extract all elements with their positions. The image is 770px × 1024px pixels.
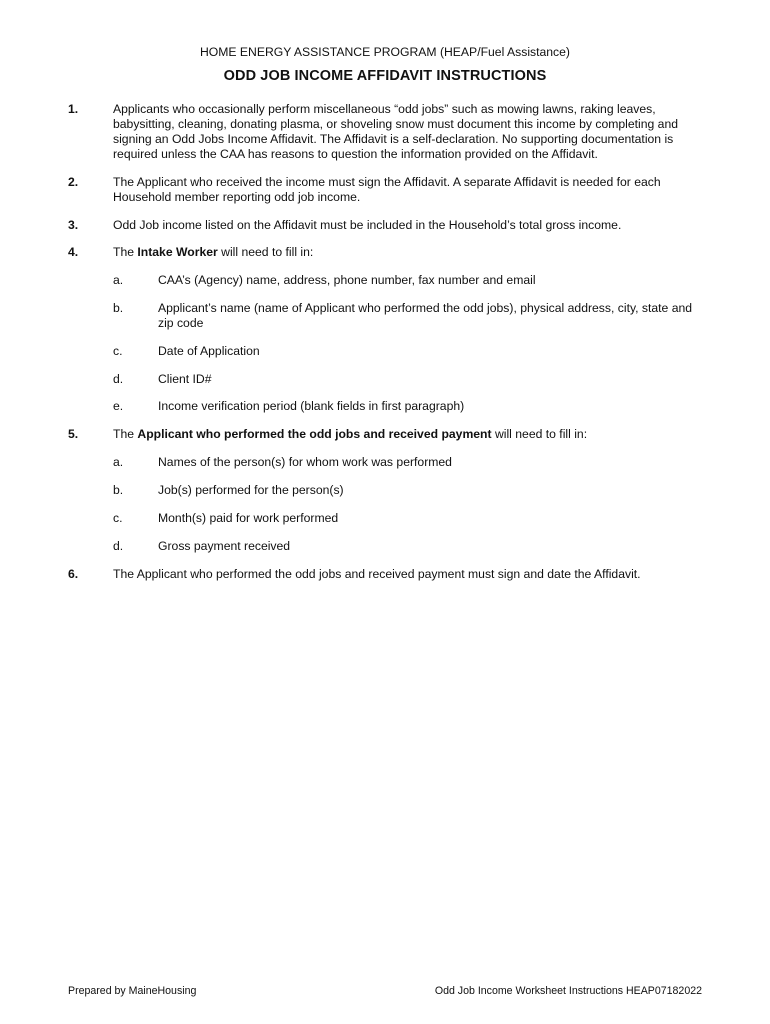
subitem-letter: b. [113,301,124,315]
item-text [113,245,703,260]
subitem-text: Month(s) paid for work performed [158,511,339,525]
subitem-text: Client ID# [158,372,212,386]
item-number: 6. [68,567,79,581]
item-text [113,427,703,442]
subitem-text: Applicant’s name (name of Applicant who performed the odd jobs), physical address, city, state and zip code [158,301,693,330]
subitem-letter: d. [113,539,124,553]
item-text-prefix: The [113,245,138,259]
subitem-text: Date of Application [158,344,260,358]
item-text: Odd Job income listed on the Affidavit must be included in the Household’s total gross income. [113,218,622,232]
subitem-letter: c. [113,344,123,358]
subitem-letter: d. [113,372,124,386]
item-text: Applicants who occasionally perform miscellaneous “odd jobs” such as mowing lawns, raking leaves, babysitting, cleaning, donating plasma, or shoveling snow must document this income by completing and signing an Odd Jobs Income Affidavit. The Affidavit is a self-declaration. No supporting documentation is required unless the CAA has reasons to question the information provided on the Affidavit. [113,102,679,161]
subitem-text: CAA’s (Agency) name, address, phone number, fax number and email [158,273,536,287]
item-text-bold: Applicant who performed the odd jobs and received payment [137,427,492,441]
item-number: 1. [68,102,79,116]
subitem-text: Gross payment received [158,539,291,553]
item-number: 5. [68,427,79,441]
item-text-bold: Intake Worker [137,245,218,259]
program-name: HOME ENERGY ASSISTANCE PROGRAM (HEAP/Fuel Assistance) [199,45,570,59]
item-text-suffix: will need to fill in: [217,245,314,259]
footer-prepared-by: Prepared by MaineHousing [68,985,197,997]
subitem-text: Names of the person(s) for whom work was performed [158,455,452,469]
subitem-letter: a. [113,273,124,287]
subitem-text: Job(s) performed for the person(s) [158,483,344,497]
item-number: 2. [68,175,79,189]
subitem-letter: b. [113,483,124,497]
item-text-suffix: will need to fill in: [491,427,588,441]
footer-document-id: Odd Job Income Worksheet Instructions HEAP07182022 [434,985,702,997]
item-text: The Applicant who received the income must sign the Affidavit. A separate Affidavit is needed for each Household member reporting odd job income. [113,175,661,204]
subitem-text: Income verification period (blank fields in first paragraph) [158,399,465,413]
subitem-letter: c. [113,511,123,525]
subitem-letter: e. [113,399,124,413]
item-text-prefix: The [113,427,138,441]
subitem-letter: a. [113,455,124,469]
item-number: 4. [68,245,79,259]
page-title: ODD JOB INCOME AFFIDAVIT INSTRUCTIONS [223,68,547,84]
item-number: 3. [68,218,79,232]
item-text: The Applicant who performed the odd jobs and received payment must sign and date the Affidavit. [113,567,641,581]
